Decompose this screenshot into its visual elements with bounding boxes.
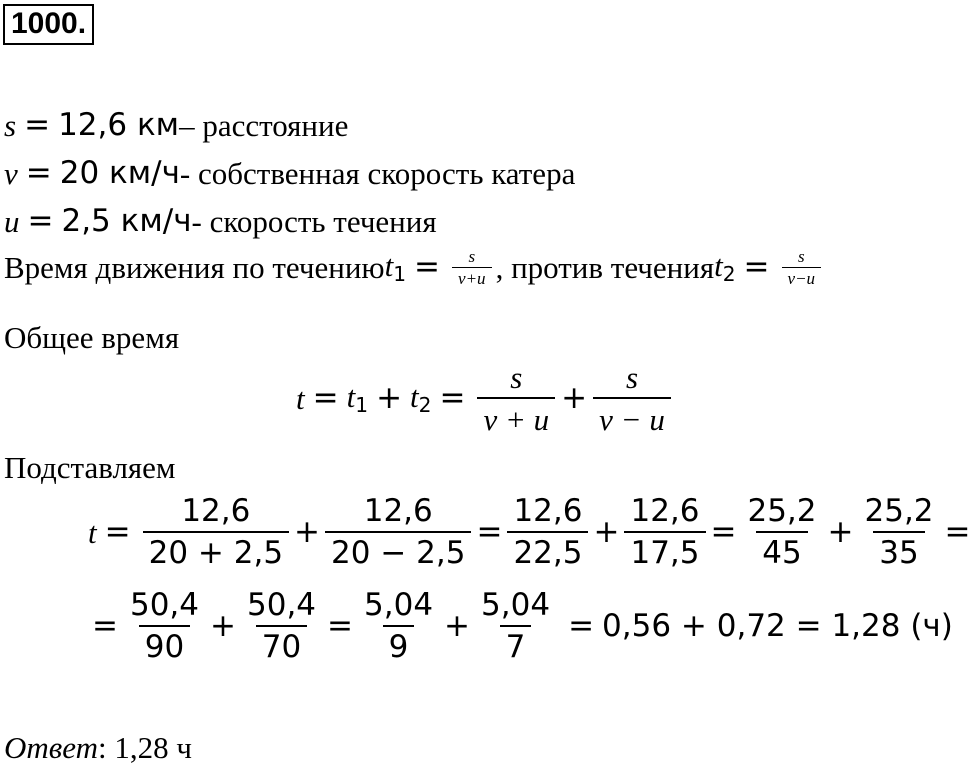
fraction-2: $\frac{12,6}{20 - 2,5}$ bbox=[325, 496, 471, 569]
calc-line-1 bbox=[88, 493, 972, 571]
plus-sign: + bbox=[210, 608, 236, 644]
time-text-upstream: , против течения bbox=[495, 250, 715, 285]
given-distance bbox=[4, 107, 349, 143]
equals-sign: = bbox=[710, 514, 737, 550]
answer-value: : 1,28 ч bbox=[97, 730, 192, 765]
equals-sign: = bbox=[743, 249, 770, 285]
equals-sign: = bbox=[327, 608, 354, 644]
speed-desc: - собственная скорость катера bbox=[179, 156, 576, 191]
fraction-4: $\frac{12,6}{17,5}$ bbox=[624, 496, 705, 569]
fraction-s-over-v-plus-u: $\frac{s}{v+u}$ bbox=[452, 248, 492, 287]
total-time-label: Общее время bbox=[4, 320, 180, 355]
t2-symbol: $t_2$ bbox=[410, 379, 432, 418]
t-symbol: t bbox=[88, 515, 97, 550]
fraction-6: $\frac{25,2}{35}$ bbox=[864, 493, 934, 571]
fraction-upstream: $\frac{s}{v - u}$ bbox=[593, 362, 671, 435]
fraction-s-over-v-minus-u: $\frac{s}{v-u}$ bbox=[782, 248, 822, 287]
equals-sign: = bbox=[568, 608, 595, 644]
distance-desc: – расстояние bbox=[179, 108, 349, 143]
equals-sign: = bbox=[312, 380, 339, 416]
answer-label: Ответ bbox=[4, 730, 98, 765]
fraction-3: $\frac{12,6}{22,5}$ bbox=[507, 496, 588, 569]
substitute-label: Подставляем bbox=[4, 450, 176, 485]
calc-result: 0,56 + 0,72 = 1,28 (ч) bbox=[602, 608, 953, 644]
equals-sign: = bbox=[92, 608, 118, 644]
equals-sign: = bbox=[476, 514, 503, 550]
fraction-downstream: $\frac{s}{v + u}$ bbox=[477, 362, 555, 435]
time-text-downstream: Время движения по течению bbox=[4, 250, 385, 285]
time-formulas-line bbox=[4, 248, 825, 287]
equals-sign: = bbox=[27, 203, 54, 239]
calc-line-2 bbox=[92, 587, 953, 665]
current-desc: - скорость течения bbox=[191, 204, 437, 239]
t-symbol: t bbox=[296, 381, 305, 416]
equals-sign: = bbox=[944, 514, 971, 550]
equals-sign: = bbox=[24, 107, 51, 143]
equals-sign: = bbox=[414, 249, 441, 285]
plus-sign: + bbox=[294, 514, 321, 550]
fraction-1: $\frac{12,6}{20 + 2,5}$ bbox=[143, 496, 289, 569]
fraction-7: $\frac{50,4}{90}$ bbox=[129, 587, 200, 665]
fraction-9: $\frac{5,04}{9}$ bbox=[364, 587, 434, 665]
current-value: 2,5 км/ч bbox=[61, 203, 192, 239]
var-s: s bbox=[4, 108, 17, 143]
fraction-10: $\frac{5,04}{7}$ bbox=[481, 587, 551, 665]
equals-sign: = bbox=[439, 380, 466, 416]
var-u: u bbox=[4, 204, 20, 239]
fraction-5: $\frac{25,2}{45}$ bbox=[747, 493, 817, 571]
plus-sign: + bbox=[376, 380, 403, 416]
t1-symbol: $t_1$ bbox=[346, 379, 369, 418]
given-speed bbox=[4, 155, 576, 191]
answer-line bbox=[4, 732, 192, 763]
t2-symbol: $t_2$ bbox=[714, 248, 736, 287]
given-current bbox=[4, 203, 437, 239]
plus-sign: + bbox=[561, 380, 588, 416]
plus-sign: + bbox=[827, 514, 854, 550]
equals-sign: = bbox=[104, 514, 131, 550]
problem-number: 1000. bbox=[3, 4, 94, 45]
total-time-formula bbox=[296, 362, 675, 435]
distance-value: 12,6 км bbox=[58, 107, 180, 143]
equals-sign: = bbox=[25, 155, 52, 191]
plus-sign: + bbox=[444, 608, 471, 644]
speed-value: 20 км/ч bbox=[59, 155, 180, 191]
var-v: v bbox=[4, 156, 18, 191]
t1-symbol: $t_1$ bbox=[384, 248, 407, 287]
fraction-8: $\frac{50,4}{70}$ bbox=[247, 587, 317, 665]
plus-sign: + bbox=[593, 514, 620, 550]
